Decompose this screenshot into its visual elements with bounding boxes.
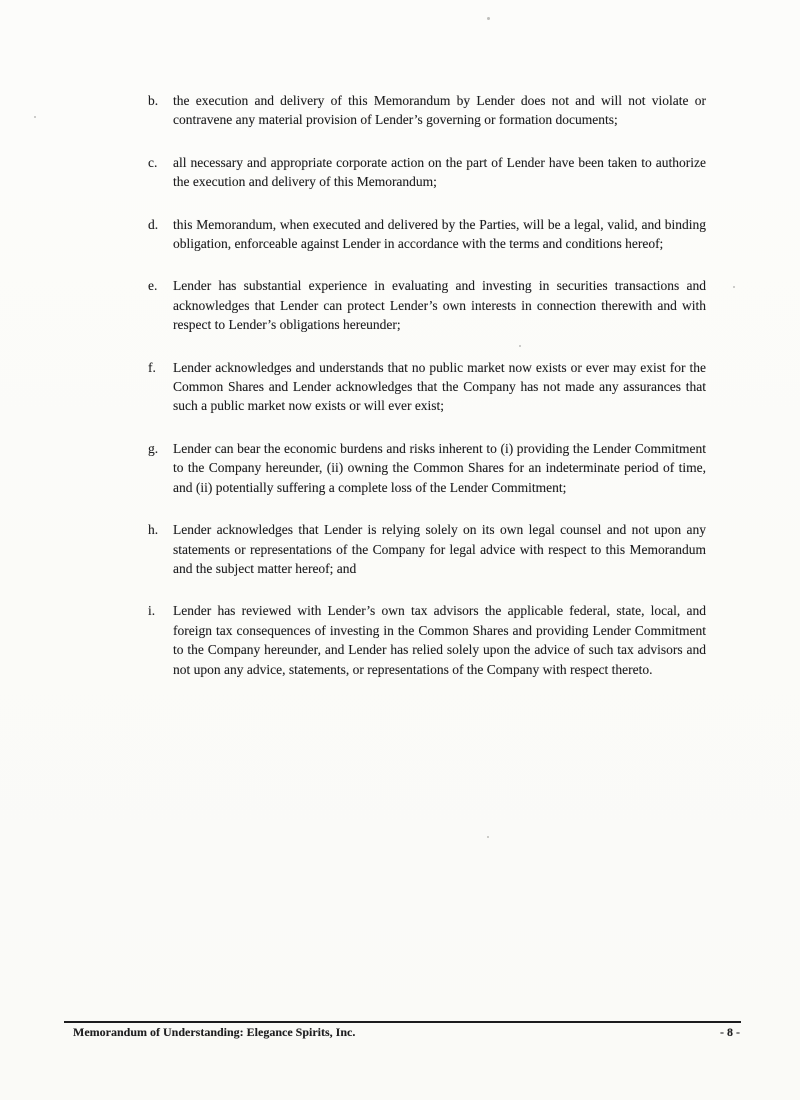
scan-speck bbox=[487, 836, 489, 838]
clause-item-c bbox=[148, 153, 706, 192]
clause-label: f. bbox=[148, 359, 156, 375]
page-number: - 8 - bbox=[720, 1025, 740, 1039]
clause-item-d bbox=[148, 215, 706, 254]
footer-document-title: Memorandum of Understanding: Elegance Spirits, Inc. bbox=[73, 1025, 356, 1039]
clause-label: g. bbox=[148, 440, 159, 456]
clause-label: b. bbox=[148, 93, 159, 108]
clause-text: Lender acknowledges and understands that no public market now exists or ever may exist for the Common Shares and Lender acknowledges that the Company has not made any assurances that such a public market now exists or will ever exist; bbox=[173, 359, 706, 414]
clause-text: Lender acknowledges that Lender is relying solely on its own legal counsel and not upon any statements or representations of the Company for legal advice with respect to this Memorandum and the subject matter hereof; and bbox=[173, 522, 706, 576]
scan-speck bbox=[34, 116, 36, 118]
clause-item-g bbox=[148, 439, 706, 497]
clause-text: all necessary and appropriate corporate action on the part of Lender have been taken to authorize the execution and delivery of this Memorandum; bbox=[173, 154, 706, 190]
clause-list bbox=[148, 91, 706, 702]
clause-item-b bbox=[148, 91, 706, 130]
clause-label: e. bbox=[148, 278, 158, 294]
clause-item-f bbox=[148, 358, 706, 416]
scan-speck bbox=[487, 17, 490, 20]
clause-text: Lender has substantial experience in evaluating and investing in securities transactions and acknowledges that Lender can protect Lender’s own interests in connection therewith and with respect to Lender’s obligations hereunder; bbox=[173, 278, 706, 333]
scan-speck bbox=[733, 286, 735, 288]
clause-label: h. bbox=[148, 522, 159, 538]
clause-label: i. bbox=[148, 603, 156, 619]
clause-item-e bbox=[148, 276, 706, 334]
clause-text: the execution and delivery of this Memorandum by Lender does not and will not violate or contravene any material provision of Lender’s governing or formation documents; bbox=[173, 93, 706, 128]
clause-item-i bbox=[148, 601, 706, 679]
page-footer bbox=[64, 1021, 741, 1040]
clause-label: c. bbox=[148, 154, 158, 170]
clause-text: Lender has reviewed with Lender’s own tax advisors the applicable federal, state, local, and foreign tax consequences of investing in the Common Shares and providing Lender Commitment to the Company hereunder, and Lender has relied solely upon the advice of such tax advisors and not upon any advice, statements, or representations of the Company with respect thereto. bbox=[173, 603, 706, 677]
clause-label: d. bbox=[148, 216, 159, 232]
clause-item-h bbox=[148, 520, 706, 578]
clause-text: Lender can bear the economic burdens and risks inherent to (i) providing the Lender Commitment to the Company hereunder, (ii) owning the Common Shares for an indeterminate period of time, and (ii) potentially suffering a complete loss of the Lender Commitment; bbox=[173, 440, 706, 495]
clause-text: this Memorandum, when executed and delivered by the Parties, will be a legal, valid, and binding obligation, enforceable against Lender in accordance with the terms and conditions hereof; bbox=[173, 216, 706, 252]
